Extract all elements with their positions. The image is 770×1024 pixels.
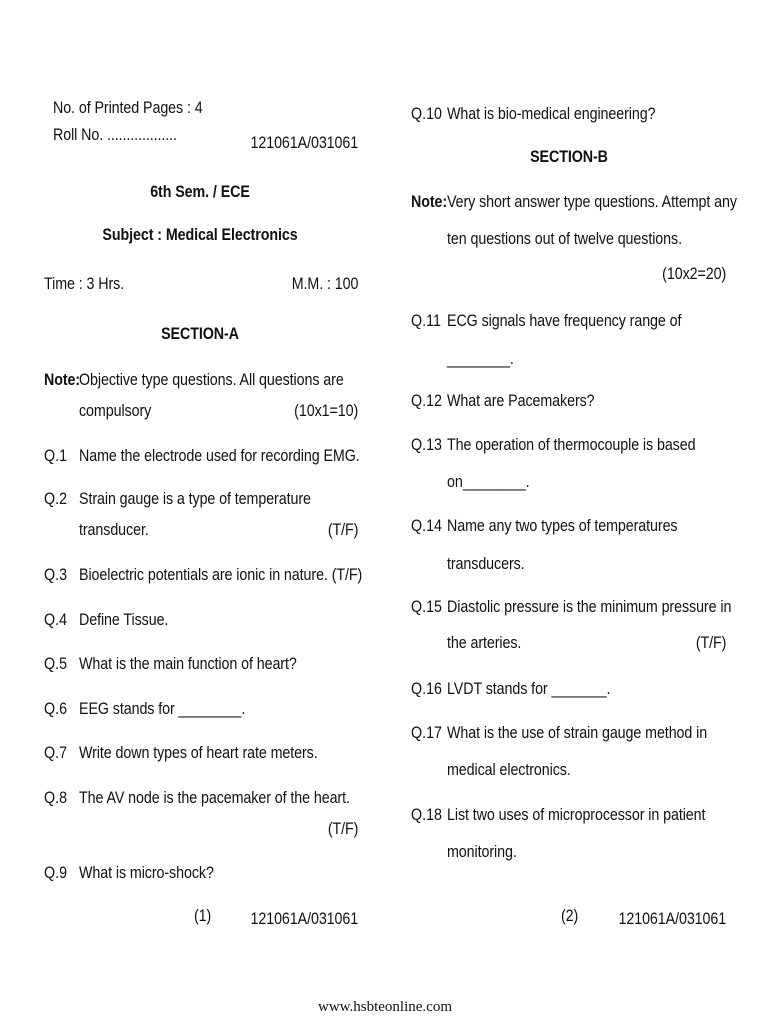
question-number: Q.11	[411, 311, 441, 330]
question-text: What is micro-shock?	[79, 863, 214, 882]
page-number-right: (2)	[561, 906, 579, 925]
subject: Subject : Medical Electronics	[102, 225, 298, 244]
question-text: What are Pacemakers?	[447, 391, 595, 410]
question-text-cont: on________.	[447, 472, 530, 491]
question-text: What is bio-medical engineering?	[447, 104, 656, 123]
question-number: Q.18	[411, 805, 442, 824]
section-a-title: SECTION-A	[161, 324, 239, 343]
footer-website: www.hsbteonline.com	[317, 999, 452, 1015]
question-text: Strain gauge is a type of temperature	[79, 489, 311, 508]
question-number: Q.9	[44, 863, 68, 882]
question-number: Q.5	[44, 654, 68, 673]
question-text-cont: ________.	[447, 349, 514, 368]
question-text: Name any two types of temperatures	[447, 516, 678, 535]
question-number: Q.16	[411, 679, 442, 698]
question-text: Diastolic pressure is the minimum pressure in	[447, 597, 732, 616]
question-text: Bioelectric potentials are ionic in nature. (T/F)	[79, 565, 363, 584]
question-text: What is the main function of heart?	[79, 654, 297, 673]
question-text: List two uses of microprocessor in patient	[447, 805, 706, 824]
section-b-note-marks: (10x2=20)	[662, 264, 726, 283]
question-text: Define Tissue.	[79, 610, 169, 629]
question-number: Q.6	[44, 699, 68, 718]
question-text-cont: medical electronics.	[447, 760, 571, 779]
question-mark: (T/F)	[327, 520, 358, 539]
question-number: Q.4	[44, 610, 68, 629]
printed-pages: No. of Printed Pages : 4	[53, 98, 203, 117]
question-number: Q.12	[411, 391, 442, 410]
question-number: Q.2	[44, 489, 68, 508]
section-a-note-label: Note:	[44, 370, 81, 389]
section-b-note-line1: Very short answer type questions. Attempt any	[447, 192, 737, 211]
roll-number: Roll No. ..................	[53, 125, 177, 144]
section-b-title: SECTION-B	[530, 147, 608, 166]
section-a-note-line2: compulsory	[79, 401, 152, 420]
question-text-cont: the arteries.	[447, 633, 522, 652]
question-number: Q.8	[44, 788, 68, 807]
question-text: The AV node is the pacemaker of the heart.	[79, 788, 350, 807]
question-text: ECG signals have frequency range of	[447, 311, 682, 330]
question-text: EEG stands for ________.	[79, 699, 246, 718]
question-text: The operation of thermocouple is based	[447, 435, 696, 454]
page-number-left: (1)	[194, 906, 212, 925]
max-marks: M.M. : 100	[291, 274, 358, 293]
question-number: Q.7	[44, 743, 68, 762]
question-text-cont: transducers.	[447, 554, 525, 573]
question-mark: (T/F)	[695, 633, 726, 652]
page-code-left: 121061A/031061	[250, 909, 358, 928]
semester: 6th Sem. / ECE	[150, 182, 250, 201]
question-number: Q.10	[411, 104, 442, 123]
section-a-note-line1: Objective type questions. All questions are	[79, 370, 344, 389]
page-code-right: 121061A/031061	[618, 909, 726, 928]
question-text: Name the electrode used for recording EMG.	[79, 446, 360, 465]
question-number: Q.13	[411, 435, 442, 454]
question-number: Q.17	[411, 723, 442, 742]
question-text-cont: monitoring.	[447, 842, 517, 861]
section-b-note-label: Note:	[411, 192, 448, 211]
section-b-note-line2: ten questions out of twelve questions.	[447, 229, 682, 248]
paper-code: 121061A/031061	[250, 133, 358, 152]
question-mark: (T/F)	[327, 819, 358, 838]
question-text-cont: transducer.	[79, 520, 149, 539]
section-a-note-marks: (10x1=10)	[294, 401, 358, 420]
question-text: What is the use of strain gauge method in	[447, 723, 708, 742]
time-allowed: Time : 3 Hrs.	[44, 274, 125, 293]
question-text: Write down types of heart rate meters.	[79, 743, 318, 762]
question-number: Q.15	[411, 597, 442, 616]
question-text: LVDT stands for _______.	[447, 679, 611, 698]
question-number: Q.3	[44, 565, 68, 584]
question-number: Q.14	[411, 516, 442, 535]
question-number: Q.1	[44, 446, 68, 465]
